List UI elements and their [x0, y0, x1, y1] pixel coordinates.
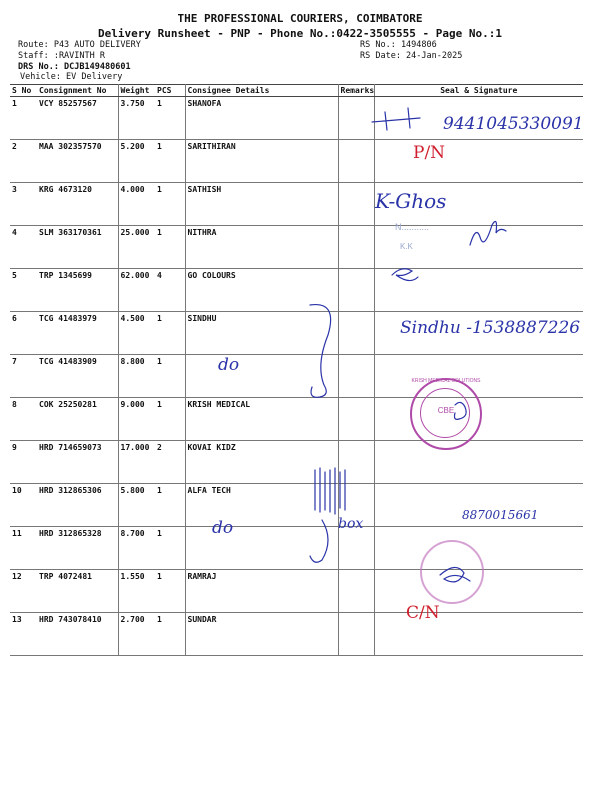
cell-signature — [374, 441, 583, 484]
cell-pcs: 1 — [155, 97, 185, 140]
cell-weight: 17.000 — [118, 441, 155, 484]
cell-consignment: TCG 41483979 — [37, 312, 118, 355]
table-row — [10, 355, 583, 398]
cell-remarks — [338, 355, 374, 398]
cell-sno: 2 — [10, 140, 37, 183]
cell-pcs: 2 — [155, 441, 185, 484]
table-row — [10, 527, 583, 570]
drs-number: DRS No.: DCJB149480601 — [18, 62, 131, 72]
cell-sno: 11 — [10, 527, 37, 570]
cell-consignee: SARITHIRAN — [185, 140, 338, 183]
cell-weight: 5.200 — [118, 140, 155, 183]
table-row — [10, 269, 583, 312]
cell-remarks — [338, 527, 374, 570]
table-row — [10, 140, 583, 183]
cell-pcs: 1 — [155, 570, 185, 613]
cell-sno: 12 — [10, 570, 37, 613]
cell-weight: 3.750 — [118, 97, 155, 140]
cell-consignment: HRD 312865306 — [37, 484, 118, 527]
cell-sno: 9 — [10, 441, 37, 484]
vehicle: Vehicle: EV Delivery — [20, 72, 123, 82]
company-title: THE PROFESSIONAL COURIERS, COIMBATORE — [177, 12, 423, 25]
cell-pcs: 1 — [155, 312, 185, 355]
cell-consignment: TRP 1345699 — [37, 269, 118, 312]
cell-consignee: NITHRA — [185, 226, 338, 269]
cell-weight: 4.000 — [118, 183, 155, 226]
cell-consignee — [185, 355, 338, 398]
cell-weight: 4.500 — [118, 312, 155, 355]
pn-note: P/N — [413, 143, 446, 163]
cell-sno: 1 — [10, 97, 37, 140]
faint-stamp-initials: K.K — [400, 242, 413, 251]
cell-pcs: 1 — [155, 398, 185, 441]
cell-signature — [374, 140, 583, 183]
cell-consignee: KRISH MEDICAL — [185, 398, 338, 441]
cell-consignee — [185, 527, 338, 570]
cell-remarks — [338, 613, 374, 656]
cn-note: C/N — [406, 603, 440, 623]
col-consignment: Consignment No — [37, 85, 118, 97]
cell-consignee: ALFA TECH — [185, 484, 338, 527]
cell-consignment: SLM 363170361 — [37, 226, 118, 269]
cell-pcs: 1 — [155, 183, 185, 226]
cell-pcs: 1 — [155, 355, 185, 398]
cell-sno: 7 — [10, 355, 37, 398]
cell-weight: 1.550 — [118, 570, 155, 613]
cell-signature — [374, 269, 583, 312]
cell-consignment: HRD 743078410 — [37, 613, 118, 656]
cell-weight: 25.000 — [118, 226, 155, 269]
cell-pcs: 1 — [155, 613, 185, 656]
cell-consignee: GO COLOURS — [185, 269, 338, 312]
col-sno: S No — [10, 85, 37, 97]
cell-sno: 4 — [10, 226, 37, 269]
cell-remarks — [338, 226, 374, 269]
cell-sno: 3 — [10, 183, 37, 226]
faint-stamp-text: N........... — [395, 222, 430, 232]
cell-remarks — [338, 398, 374, 441]
col-pcs: PCS — [155, 85, 185, 97]
cell-pcs: 4 — [155, 269, 185, 312]
cell-consignee: SUNDAR — [185, 613, 338, 656]
cell-consignment: TRP 4072481 — [37, 570, 118, 613]
table-row — [10, 441, 583, 484]
rs-number: RS No.: 1494806 — [360, 40, 437, 50]
cell-weight: 62.000 — [118, 269, 155, 312]
row-7-ditto: do — [218, 355, 240, 375]
cell-sno: 13 — [10, 613, 37, 656]
cell-sno: 8 — [10, 398, 37, 441]
signature-6-phone: Sindhu -1538887226 — [400, 318, 581, 338]
table-row — [10, 398, 583, 441]
cell-signature — [374, 355, 583, 398]
krish-medical-stamp — [410, 378, 482, 450]
cell-remarks — [338, 312, 374, 355]
route: Route: P43 AUTO DELIVERY — [18, 40, 141, 50]
cell-sno: 5 — [10, 269, 37, 312]
table-row — [10, 226, 583, 269]
col-signature: Seal & Signature — [374, 85, 583, 97]
table-row — [10, 570, 583, 613]
runsheet-table — [10, 84, 583, 656]
cell-pcs: 1 — [155, 140, 185, 183]
cell-remarks — [338, 183, 374, 226]
col-consignee: Consignee Details — [185, 85, 338, 97]
cell-pcs: 1 — [155, 226, 185, 269]
cell-consignment: KRG 4673120 — [37, 183, 118, 226]
cell-weight: 8.700 — [118, 527, 155, 570]
cell-consignee: SHANOFA — [185, 97, 338, 140]
cell-remarks — [338, 97, 374, 140]
cell-remarks — [338, 570, 374, 613]
cell-sno: 10 — [10, 484, 37, 527]
rs-date: RS Date: 24-Jan-2025 — [360, 51, 463, 61]
col-remarks: Remarks — [338, 85, 374, 97]
runsheet-subtitle: Delivery Runsheet - PNP - Phone No.:0422-3505555 - Page No.:1 — [98, 27, 502, 40]
cell-consignment: COK 25250281 — [37, 398, 118, 441]
table-header — [10, 85, 583, 97]
faint-purple-stamp — [420, 540, 484, 604]
cell-consignment: VCY 85257567 — [37, 97, 118, 140]
cell-weight: 2.700 — [118, 613, 155, 656]
cell-pcs: 1 — [155, 484, 185, 527]
cell-weight: 9.000 — [118, 398, 155, 441]
cell-remarks — [338, 269, 374, 312]
cell-consignment: HRD 714659073 — [37, 441, 118, 484]
cell-consignment: TCG 41483909 — [37, 355, 118, 398]
cell-pcs: 1 — [155, 527, 185, 570]
stamp-center-text: CBE — [437, 406, 455, 415]
cell-consignee: RAMRAJ — [185, 570, 338, 613]
signature-11-phone: 8870015661 — [462, 508, 539, 522]
row-11-ditto: do — [212, 518, 234, 538]
stamp-ring-text: KRISH MEDICAL SOLUTIONS — [411, 378, 481, 384]
staff: Staff: :RAVINTH R — [18, 51, 105, 61]
cell-remarks — [338, 140, 374, 183]
box-note: box — [338, 516, 364, 532]
cell-weight: 8.800 — [118, 355, 155, 398]
signature-1-phone: 9441045330091 — [443, 114, 584, 134]
col-weight: Weight — [118, 85, 155, 97]
cell-consignee: KOVAI KIDZ — [185, 441, 338, 484]
table-row — [10, 613, 583, 656]
cell-sno: 6 — [10, 312, 37, 355]
cell-weight: 5.800 — [118, 484, 155, 527]
cell-consignment: HRD 312865328 — [37, 527, 118, 570]
cell-consignment: MAA 302357570 — [37, 140, 118, 183]
cell-remarks — [338, 441, 374, 484]
cell-consignee: SATHISH — [185, 183, 338, 226]
cell-consignee: SINDHU — [185, 312, 338, 355]
signature-3: K-Ghos — [375, 189, 447, 213]
table-row — [10, 183, 583, 226]
